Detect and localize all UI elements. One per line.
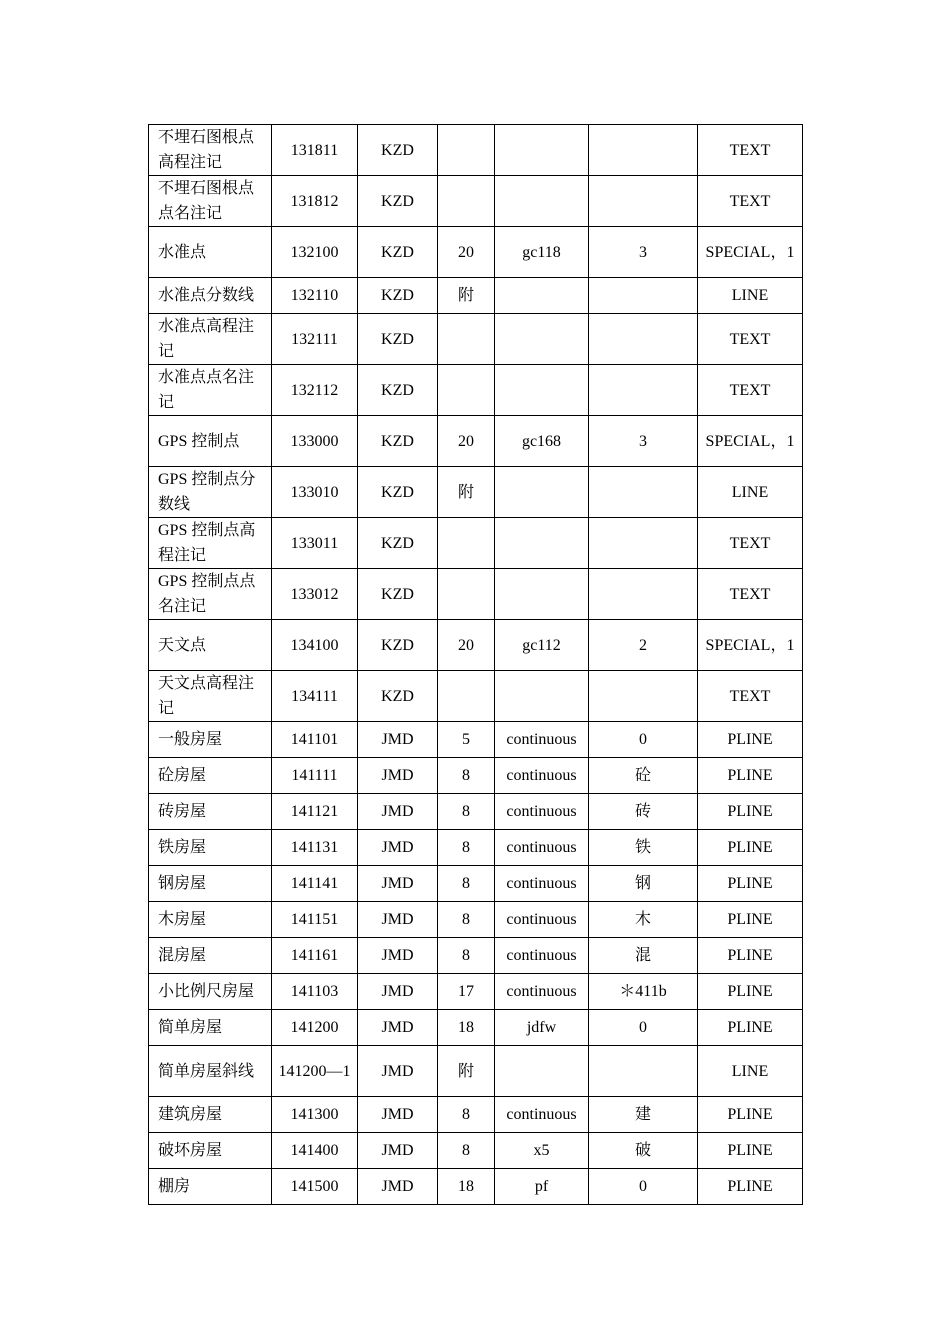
cell-code: 132111 <box>272 314 358 365</box>
cell-code: 141400 <box>272 1133 358 1169</box>
cell-layer: KZD <box>358 518 438 569</box>
cell-extra: 0 <box>589 1010 698 1046</box>
cell-extra <box>589 125 698 176</box>
cell-type: PLINE <box>698 902 803 938</box>
cell-linetype: continuous <box>495 794 589 830</box>
cell-extra <box>589 176 698 227</box>
table-row <box>149 938 803 974</box>
cell-color <box>438 518 495 569</box>
cell-name: 简单房屋 <box>149 1010 272 1046</box>
table-row <box>149 974 803 1010</box>
cell-type: TEXT <box>698 176 803 227</box>
cell-extra: 2 <box>589 620 698 671</box>
cell-code: 132112 <box>272 365 358 416</box>
cell-name: GPS 控制点 <box>149 416 272 467</box>
cell-type: PLINE <box>698 1133 803 1169</box>
cell-name: 砖房屋 <box>149 794 272 830</box>
cell-type: LINE <box>698 467 803 518</box>
cell-type: PLINE <box>698 1169 803 1205</box>
cell-linetype: continuous <box>495 1097 589 1133</box>
cell-layer: KZD <box>358 671 438 722</box>
cell-layer: JMD <box>358 1046 438 1097</box>
cell-layer: JMD <box>358 1133 438 1169</box>
cell-linetype: continuous <box>495 902 589 938</box>
cell-code: 133011 <box>272 518 358 569</box>
cell-layer: JMD <box>358 794 438 830</box>
cell-name: 天文点 <box>149 620 272 671</box>
table-row <box>149 830 803 866</box>
cell-linetype <box>495 125 589 176</box>
cell-linetype: pf <box>495 1169 589 1205</box>
cell-linetype <box>495 176 589 227</box>
cell-type: TEXT <box>698 569 803 620</box>
cell-type: PLINE <box>698 794 803 830</box>
cell-type: SPECIAL，1 <box>698 620 803 671</box>
cell-layer: KZD <box>358 314 438 365</box>
cell-color: 附 <box>438 278 495 314</box>
cell-color: 8 <box>438 1133 495 1169</box>
cell-extra <box>589 518 698 569</box>
cell-layer: JMD <box>358 902 438 938</box>
cell-code: 132110 <box>272 278 358 314</box>
cell-type: TEXT <box>698 518 803 569</box>
cell-linetype: continuous <box>495 758 589 794</box>
table-row <box>149 1169 803 1205</box>
cell-extra: 木 <box>589 902 698 938</box>
cell-linetype <box>495 1046 589 1097</box>
cell-name: 水准点高程注记 <box>149 314 272 365</box>
cell-code: 141141 <box>272 866 358 902</box>
cell-linetype: continuous <box>495 938 589 974</box>
cell-name: 不埋石图根点点名注记 <box>149 176 272 227</box>
cell-type: PLINE <box>698 758 803 794</box>
table-row <box>149 1133 803 1169</box>
table-row <box>149 902 803 938</box>
cell-layer: JMD <box>358 938 438 974</box>
cell-linetype <box>495 671 589 722</box>
table-row <box>149 518 803 569</box>
table-row <box>149 314 803 365</box>
cell-layer: KZD <box>358 278 438 314</box>
cell-layer: KZD <box>358 125 438 176</box>
cell-code: 141161 <box>272 938 358 974</box>
table-row <box>149 722 803 758</box>
cell-color: 18 <box>438 1010 495 1046</box>
cell-color: 20 <box>438 416 495 467</box>
table-row <box>149 278 803 314</box>
cell-code: 141101 <box>272 722 358 758</box>
cell-linetype <box>495 314 589 365</box>
cell-code: 141121 <box>272 794 358 830</box>
cell-type: PLINE <box>698 866 803 902</box>
cell-layer: JMD <box>358 1169 438 1205</box>
cell-name: GPS 控制点点名注记 <box>149 569 272 620</box>
cell-color: 8 <box>438 830 495 866</box>
cell-code: 141300 <box>272 1097 358 1133</box>
cell-color <box>438 671 495 722</box>
table-row <box>149 1046 803 1097</box>
table-row <box>149 365 803 416</box>
table-body <box>149 125 803 1205</box>
cell-name: 砼房屋 <box>149 758 272 794</box>
cell-code: 133012 <box>272 569 358 620</box>
table-row <box>149 758 803 794</box>
cell-layer: JMD <box>358 866 438 902</box>
table-row <box>149 176 803 227</box>
cell-linetype: continuous <box>495 830 589 866</box>
cell-extra: 砼 <box>589 758 698 794</box>
cell-type: PLINE <box>698 722 803 758</box>
cell-linetype <box>495 365 589 416</box>
table-row <box>149 866 803 902</box>
cell-linetype: gc118 <box>495 227 589 278</box>
cell-extra <box>589 467 698 518</box>
table-row <box>149 620 803 671</box>
cell-extra <box>589 569 698 620</box>
cell-layer: JMD <box>358 758 438 794</box>
cell-extra: 铁 <box>589 830 698 866</box>
table-row <box>149 125 803 176</box>
cell-layer: KZD <box>358 176 438 227</box>
cell-extra <box>589 314 698 365</box>
cell-code: 141200—1 <box>272 1046 358 1097</box>
cell-color: 8 <box>438 866 495 902</box>
cell-layer: JMD <box>358 722 438 758</box>
cell-linetype: continuous <box>495 722 589 758</box>
cell-type: PLINE <box>698 830 803 866</box>
cell-extra <box>589 1046 698 1097</box>
cell-layer: KZD <box>358 467 438 518</box>
cell-linetype: gc112 <box>495 620 589 671</box>
cell-extra: ＊411b <box>589 974 698 1010</box>
cell-color <box>438 314 495 365</box>
cell-name: 棚房 <box>149 1169 272 1205</box>
cell-type: PLINE <box>698 1097 803 1133</box>
cell-name: 天文点高程注记 <box>149 671 272 722</box>
cell-linetype <box>495 569 589 620</box>
cell-name: 不埋石图根点高程注记 <box>149 125 272 176</box>
cell-name: 小比例尺房屋 <box>149 974 272 1010</box>
cell-color: 8 <box>438 938 495 974</box>
cell-name: 钢房屋 <box>149 866 272 902</box>
cell-linetype: jdfw <box>495 1010 589 1046</box>
cell-color: 20 <box>438 227 495 278</box>
table-row <box>149 416 803 467</box>
cell-code: 132100 <box>272 227 358 278</box>
cell-extra <box>589 365 698 416</box>
cell-color: 18 <box>438 1169 495 1205</box>
cell-code: 131812 <box>272 176 358 227</box>
cell-type: TEXT <box>698 365 803 416</box>
table-row <box>149 1097 803 1133</box>
cell-color: 附 <box>438 1046 495 1097</box>
cell-code: 141151 <box>272 902 358 938</box>
cell-layer: KZD <box>358 620 438 671</box>
cell-color: 8 <box>438 902 495 938</box>
cell-code: 141103 <box>272 974 358 1010</box>
cell-name: 水准点分数线 <box>149 278 272 314</box>
cell-linetype: x5 <box>495 1133 589 1169</box>
cell-name: 铁房屋 <box>149 830 272 866</box>
cell-color: 5 <box>438 722 495 758</box>
cell-type: SPECIAL，1 <box>698 416 803 467</box>
cell-name: 一般房屋 <box>149 722 272 758</box>
cell-color: 8 <box>438 794 495 830</box>
cell-type: LINE <box>698 278 803 314</box>
cell-color: 8 <box>438 758 495 794</box>
cell-extra: 3 <box>589 227 698 278</box>
cell-code: 131811 <box>272 125 358 176</box>
cell-code: 133010 <box>272 467 358 518</box>
cell-extra: 0 <box>589 1169 698 1205</box>
cell-type: PLINE <box>698 938 803 974</box>
cell-name: GPS 控制点高程注记 <box>149 518 272 569</box>
cell-extra: 建 <box>589 1097 698 1133</box>
table-row <box>149 467 803 518</box>
cell-type: TEXT <box>698 125 803 176</box>
cell-extra <box>589 278 698 314</box>
cell-name: 建筑房屋 <box>149 1097 272 1133</box>
cell-type: TEXT <box>698 314 803 365</box>
table-row <box>149 1010 803 1046</box>
cell-color <box>438 176 495 227</box>
cell-code: 141500 <box>272 1169 358 1205</box>
cell-type: PLINE <box>698 1010 803 1046</box>
cell-color <box>438 125 495 176</box>
cell-type: LINE <box>698 1046 803 1097</box>
cell-extra: 0 <box>589 722 698 758</box>
cell-color: 附 <box>438 467 495 518</box>
cell-layer: JMD <box>358 974 438 1010</box>
cell-linetype <box>495 518 589 569</box>
cell-color <box>438 569 495 620</box>
cell-layer: KZD <box>358 569 438 620</box>
cell-linetype: gc168 <box>495 416 589 467</box>
cell-extra: 砖 <box>589 794 698 830</box>
cell-color <box>438 365 495 416</box>
symbol-code-table <box>148 124 803 1205</box>
cell-code: 134111 <box>272 671 358 722</box>
cell-layer: KZD <box>358 416 438 467</box>
cell-extra: 破 <box>589 1133 698 1169</box>
cell-linetype: continuous <box>495 866 589 902</box>
table-row <box>149 794 803 830</box>
cell-linetype <box>495 467 589 518</box>
cell-code: 134100 <box>272 620 358 671</box>
table-row <box>149 671 803 722</box>
cell-extra: 3 <box>589 416 698 467</box>
cell-name: GPS 控制点分数线 <box>149 467 272 518</box>
cell-code: 141200 <box>272 1010 358 1046</box>
table-row <box>149 227 803 278</box>
cell-name: 水准点 <box>149 227 272 278</box>
cell-type: SPECIAL，1 <box>698 227 803 278</box>
cell-name: 木房屋 <box>149 902 272 938</box>
cell-extra: 混 <box>589 938 698 974</box>
cell-layer: JMD <box>358 1010 438 1046</box>
cell-name: 简单房屋斜线 <box>149 1046 272 1097</box>
cell-layer: KZD <box>358 365 438 416</box>
cell-code: 141111 <box>272 758 358 794</box>
cell-code: 133000 <box>272 416 358 467</box>
cell-name: 水准点点名注记 <box>149 365 272 416</box>
table-row <box>149 569 803 620</box>
cell-layer: JMD <box>358 830 438 866</box>
cell-layer: JMD <box>358 1097 438 1133</box>
cell-linetype <box>495 278 589 314</box>
cell-extra: 钢 <box>589 866 698 902</box>
cell-name: 破坏房屋 <box>149 1133 272 1169</box>
cell-type: TEXT <box>698 671 803 722</box>
cell-extra <box>589 671 698 722</box>
cell-layer: KZD <box>358 227 438 278</box>
cell-name: 混房屋 <box>149 938 272 974</box>
cell-color: 20 <box>438 620 495 671</box>
cell-type: PLINE <box>698 974 803 1010</box>
cell-code: 141131 <box>272 830 358 866</box>
cell-color: 17 <box>438 974 495 1010</box>
cell-color: 8 <box>438 1097 495 1133</box>
cell-linetype: continuous <box>495 974 589 1010</box>
